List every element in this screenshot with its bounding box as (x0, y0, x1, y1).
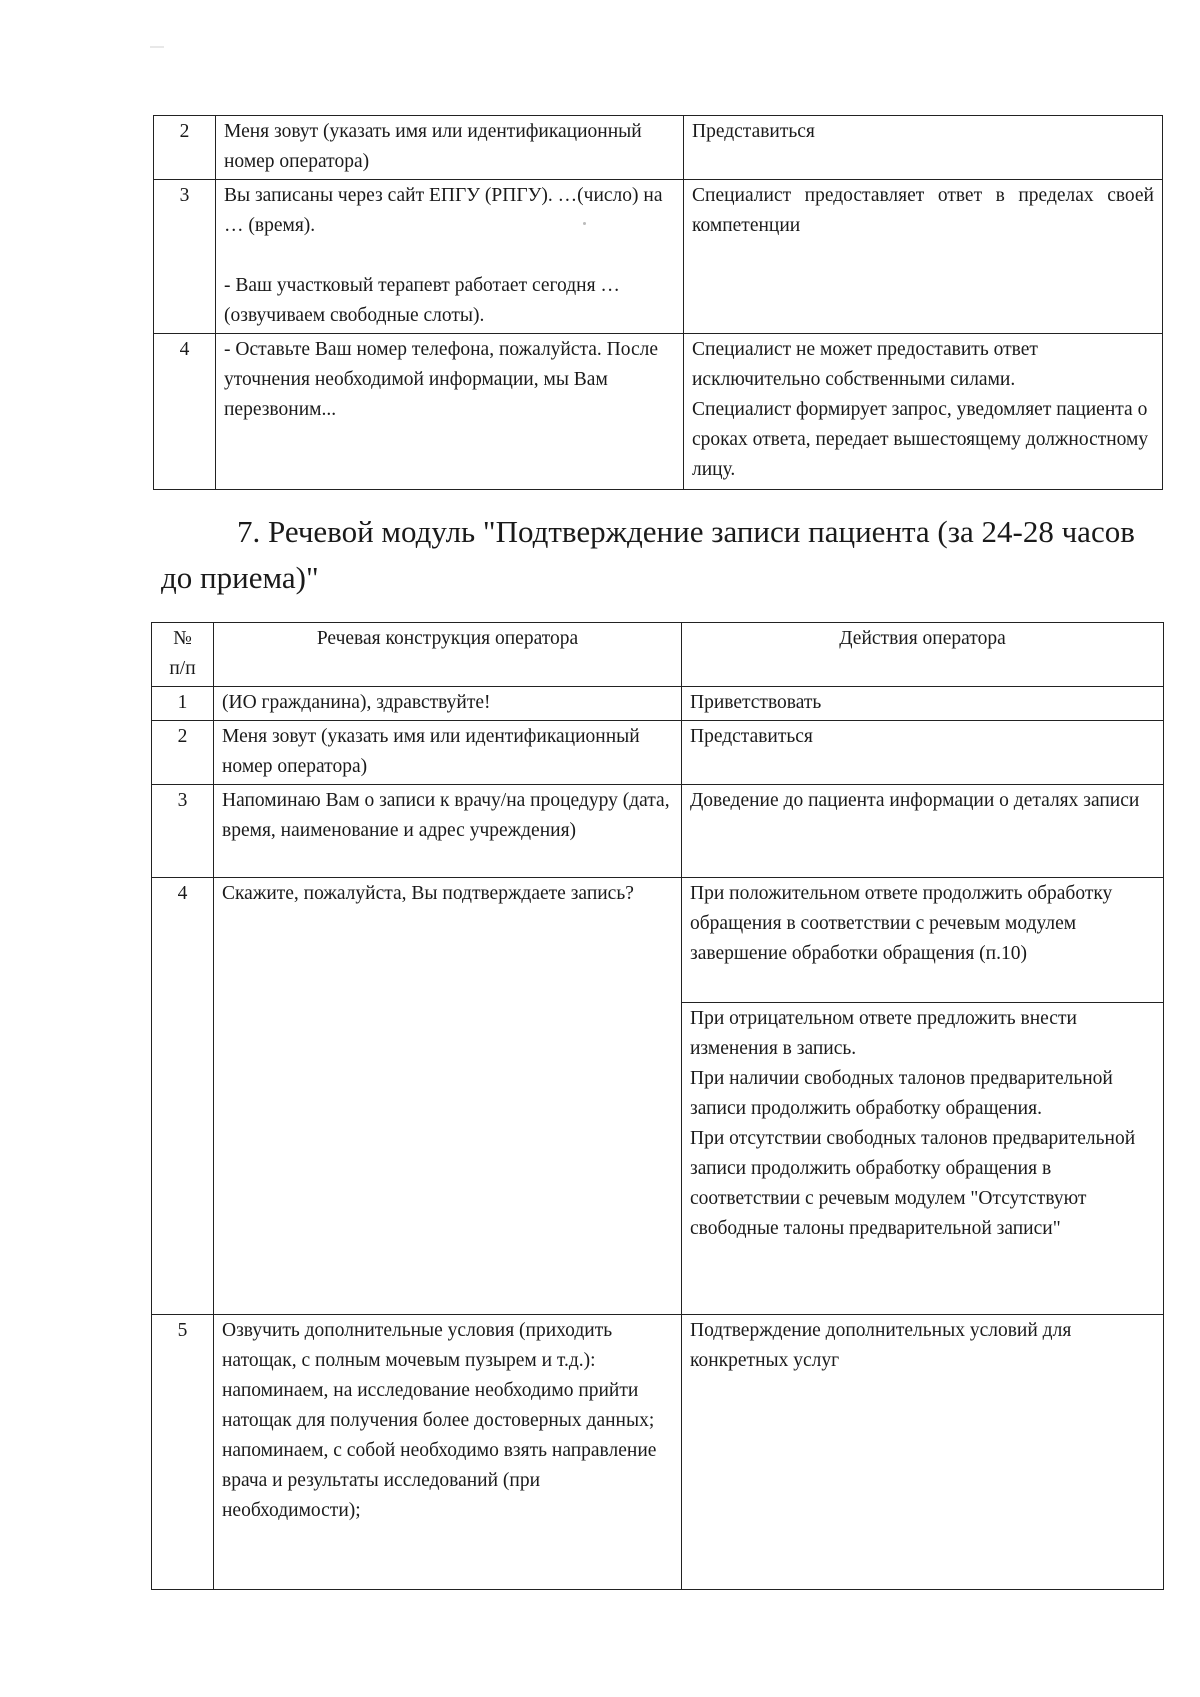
table-row (152, 687, 1164, 721)
speech-cell: (ИО гражданина), здравствуйте! (214, 687, 682, 721)
action-cell: Подтверждение дополнительных условий для конкретных услуг (682, 1315, 1164, 1590)
action-cell: Специалист предоставляет ответ в пределах своей компетенции (684, 180, 1163, 334)
column-header-action: Действия оператора (682, 623, 1164, 687)
action-cell: Доведение до пациента информации о деталях записи (682, 785, 1164, 878)
continued-table (153, 115, 1163, 490)
table-row (152, 1315, 1164, 1590)
row-number: 3 (152, 785, 214, 878)
action-cell-positive: При положительном ответе продолжить обработку обращения в соответствии с речевым модулем завершение обработки обращения (п.10) (682, 878, 1164, 1003)
speech-text: Вы записаны через сайт ЕПГУ (РПГУ). …(число) на … (время). (224, 185, 663, 236)
scan-artifact (150, 46, 164, 48)
action-cell: Представиться (682, 721, 1164, 785)
confirmation-module-table (151, 622, 1164, 1590)
table-row (152, 878, 1164, 1003)
row-number: 3 (154, 180, 216, 334)
row-number: 4 (154, 334, 216, 490)
row-number: 5 (152, 1315, 214, 1590)
column-header-speech: Речевая конструкция оператора (214, 623, 682, 687)
action-cell: Приветствовать (682, 687, 1164, 721)
row-number: 2 (154, 116, 216, 180)
section-heading-text: 7. Речевой модуль "Подтверждение записи пациента (за 24-28 часов до приема)" (161, 514, 1135, 595)
table-row (154, 180, 1163, 334)
table-row (154, 116, 1163, 180)
row-number: 1 (152, 687, 214, 721)
column-header-number: № п/п (152, 623, 214, 687)
table-header-row (152, 623, 1164, 687)
table-row (154, 334, 1163, 490)
speech-cell: - Оставьте Ваш номер телефона, пожалуйста. После уточнения необходимой информации, мы Вам перезвоним... (216, 334, 684, 490)
action-cell: Представиться (684, 116, 1163, 180)
action-cell-negative: При отрицательном ответе предложить внести изменения в запись. При наличии свободных талонов предварительной записи продолжить обработку обращения. При отсутствии свободных талонов предварительной записи продолжить обработку обращения в соответствии с речевым модулем "Отсутствуют свободные талоны предварительной записи" (682, 1003, 1164, 1315)
action-cell: Специалист не может предоставить ответ исключительно собственными силами. Специалист формирует запрос, уведомляет пациента о сроках ответа, передает вышестоящему должностному лицу. (684, 334, 1163, 490)
row-number: 4 (152, 878, 214, 1315)
speech-text: - Ваш участковый терапевт работает сегодня … (озвучиваем свободные слоты). (224, 275, 620, 326)
table-row (152, 785, 1164, 878)
row-number: 2 (152, 721, 214, 785)
speech-cell: Скажите, пожалуйста, Вы подтверждаете запись? (214, 878, 682, 1315)
speech-cell: Меня зовут (указать имя или идентификационный номер оператора) (216, 116, 684, 180)
speech-cell: Напоминаю Вам о записи к врачу/на процедуру (дата, время, наименование и адрес учреждения) (214, 785, 682, 878)
table-row (152, 721, 1164, 785)
speech-cell: Меня зовут (указать имя или идентификационный номер оператора) (214, 721, 682, 785)
section-heading (161, 509, 1161, 601)
speech-cell (216, 180, 684, 334)
speech-cell: Озвучить дополнительные условия (приходить натощак, с полным мочевым пузырем и т.д.): напоминаем, на исследование необходимо прийти натощак для получения более достоверных данных; напоминаем, с собой необходимо взять направление врача и результаты исследований (при необходимости); (214, 1315, 682, 1590)
